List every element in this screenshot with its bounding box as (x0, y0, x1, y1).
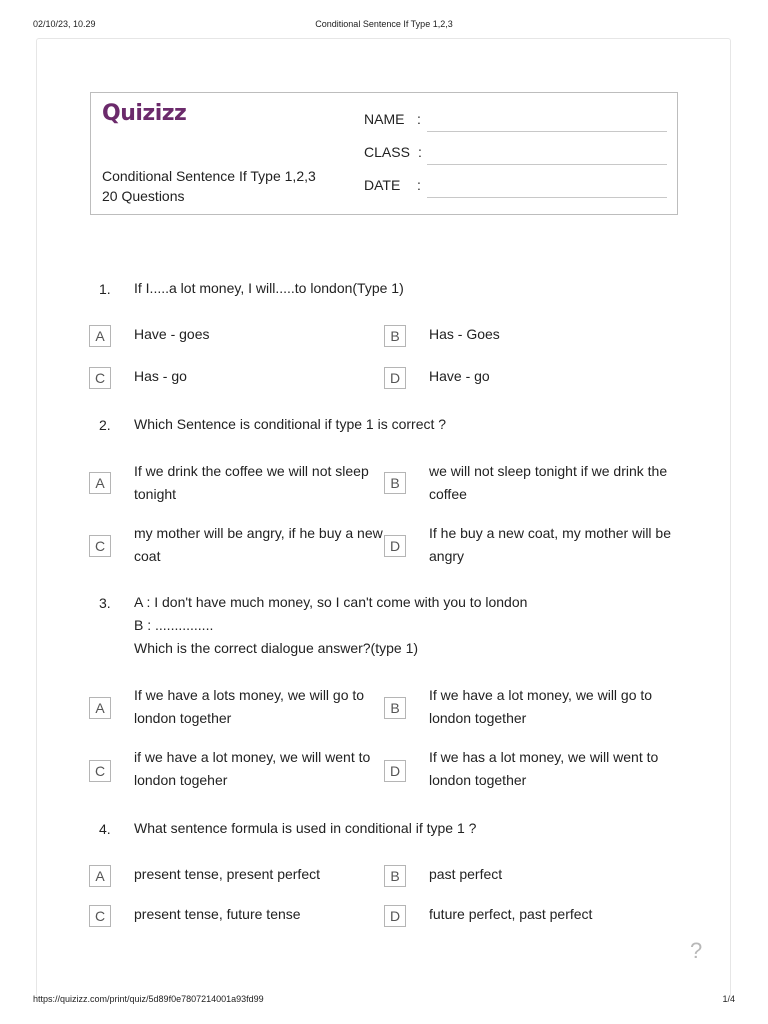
question-number: 1. (99, 281, 111, 297)
option-letter-box: C (89, 367, 111, 389)
quiz-header-box (90, 92, 678, 215)
question-count: 20 Questions (102, 188, 185, 204)
option-letter-box: B (384, 697, 406, 719)
class-field (427, 164, 667, 165)
question-text: Which Sentence is conditional if type 1 is correct ? (134, 416, 447, 432)
class-label: CLASS (364, 144, 410, 160)
option-text: If he buy a new coat, my mother will be angry (429, 525, 671, 564)
option-text: Has - go (134, 368, 187, 384)
quizizz-logo: Quizizz (102, 101, 187, 126)
question-text: A : I don't have much money, so I can't come with you to london (134, 594, 528, 610)
option-letter-box: C (89, 535, 111, 557)
option-letter-box: C (89, 905, 111, 927)
option-text: If we has a lot money, we will went to london together (429, 749, 659, 788)
option-letter-box: A (89, 697, 111, 719)
option-text: my mother will be angry, if he buy a new coat (134, 525, 383, 564)
option-letter-box: C (89, 760, 111, 782)
option-text: Have - goes (134, 326, 210, 342)
question-text: What sentence formula is used in conditional if type 1 ? (134, 820, 477, 836)
option-text: present tense, future tense (134, 906, 301, 922)
option-letter-box: B (384, 865, 406, 887)
option-text: future perfect, past perfect (429, 906, 593, 922)
print-title: Conditional Sentence If Type 1,2,3 (315, 19, 453, 29)
help-icon[interactable]: ? (690, 938, 703, 963)
question-text: Which is the correct dialogue answer?(type 1) (134, 640, 419, 656)
print-datetime: 02/10/23, 10.29 (33, 19, 96, 29)
option-text: If we have a lots money, we will go to london together (134, 687, 365, 726)
option-letter-box: D (384, 367, 406, 389)
option-text: if we have a lot money, we will went to london togeher (134, 749, 371, 788)
print-page-number: 1/4 (722, 994, 735, 1004)
option-text: If we have a lot money, we will go to london together (429, 687, 653, 726)
name-label: NAME (364, 111, 405, 127)
option-text: If we drink the coffee we will not sleep tonight (134, 463, 369, 502)
option-letter-box: D (384, 535, 406, 557)
option-letter-box: D (384, 760, 406, 782)
question-number: 4. (99, 821, 111, 837)
option-letter-box: A (89, 472, 111, 494)
option-letter-box: B (384, 325, 406, 347)
name-field (427, 131, 667, 132)
option-text: we will not sleep tonight if we drink the coffee (429, 463, 668, 502)
date-label: DATE (364, 177, 401, 193)
option-letter-box: D (384, 905, 406, 927)
question-text: If I.....a lot money, I will.....to london(Type 1) (134, 280, 404, 296)
option-text: Has - Goes (429, 326, 500, 342)
date-colon: : (417, 177, 421, 193)
print-url: https://quizizz.com/print/quiz/5d89f0e7807214001a93fd99 (33, 994, 264, 1004)
option-letter-box: B (384, 472, 406, 494)
date-field (427, 197, 667, 198)
question-number: 2. (99, 417, 111, 433)
class-colon: : (418, 144, 422, 160)
question-text: B : ............... (134, 617, 214, 633)
name-colon: : (417, 111, 421, 127)
option-text: past perfect (429, 866, 503, 882)
option-text: Have - go (429, 368, 490, 384)
option-letter-box: A (89, 325, 111, 347)
quiz-title: Conditional Sentence If Type 1,2,3 (102, 168, 316, 184)
option-text: present tense, present perfect (134, 866, 320, 882)
question-number: 3. (99, 595, 111, 611)
option-letter-box: A (89, 865, 111, 887)
